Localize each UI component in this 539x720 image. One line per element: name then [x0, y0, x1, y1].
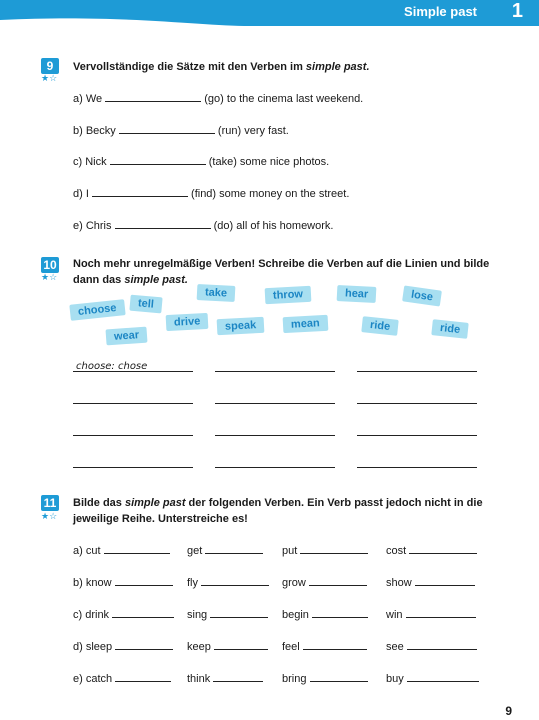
answer-blank[interactable] [119, 123, 215, 134]
verb-bubble-hear: hear [337, 285, 377, 303]
exercise-10-instruction: Noch mehr unregelmäßige Verben! Schreibe die Verben auf die Linien und bilde dann das simple past. [73, 258, 490, 286]
verb-bubble-ride-2: ride [431, 319, 469, 339]
write-line[interactable] [357, 371, 477, 372]
verb-cell: begin [282, 607, 368, 621]
verb-cell: see [386, 639, 477, 653]
write-line[interactable] [215, 371, 335, 372]
write-line[interactable] [73, 435, 193, 436]
answer-blank[interactable] [415, 575, 475, 586]
answer-blank[interactable] [201, 575, 269, 586]
exercise-9-badge: 9 [41, 58, 59, 74]
verb-bubble-throw: throw [265, 286, 312, 304]
header-title: Simple past [404, 4, 477, 19]
exercise-9-instruction: Vervollständige die Sätze mit den Verben im simple past. [73, 61, 370, 73]
answer-blank[interactable] [205, 543, 263, 554]
answer-blank[interactable] [406, 607, 476, 618]
exercise-9-item-d: d) I (find) some money on the street. [73, 188, 350, 200]
verb-cell: c) drink [73, 607, 174, 621]
verb-bubble-take: take [197, 284, 236, 302]
write-line[interactable] [215, 467, 335, 468]
verb-cell: b) know [73, 575, 173, 589]
verb-cell: fly [187, 575, 269, 589]
verb-bubble-ride-1: ride [361, 316, 399, 336]
answer-blank[interactable] [115, 575, 173, 586]
verb-cell: think [187, 671, 263, 685]
write-line[interactable] [215, 435, 335, 436]
verb-cell: win [386, 607, 476, 621]
verb-cell: bring [282, 671, 368, 685]
answer-blank[interactable] [115, 671, 171, 682]
page-header [0, 0, 539, 26]
answer-blank[interactable] [115, 218, 211, 229]
verb-cell: a) cut [73, 543, 170, 557]
answer-blank[interactable] [214, 639, 268, 650]
exercise-9-stars: ★☆ [41, 73, 58, 83]
unit-number: 1 [511, 0, 523, 22]
answer-blank[interactable] [115, 639, 173, 650]
verb-cell: cost [386, 543, 477, 557]
verb-bubble-drive: drive [166, 313, 209, 331]
answer-blank[interactable] [409, 543, 477, 554]
exercise-11-stars: ★☆ [41, 511, 58, 521]
answer-blank[interactable] [105, 91, 201, 102]
answer-blank[interactable] [309, 575, 367, 586]
write-line[interactable] [357, 435, 477, 436]
exercise-10-badge: 10 [41, 257, 59, 273]
verb-cell: d) sleep [73, 639, 173, 653]
answer-blank[interactable] [213, 671, 263, 682]
page-number: 9 [505, 704, 512, 718]
write-line[interactable] [73, 403, 193, 404]
answer-blank[interactable] [92, 186, 188, 197]
write-line[interactable] [215, 403, 335, 404]
answer-blank[interactable] [310, 671, 368, 682]
verb-bubble-lose: lose [402, 285, 442, 306]
verb-bubble-speak: speak [217, 317, 265, 335]
verb-bubble-tell: tell [129, 295, 162, 314]
write-line[interactable] [73, 467, 193, 468]
verb-cell: sing [187, 607, 268, 621]
exercise-9-item-b: b) Becky (run) very fast. [73, 125, 289, 137]
answer-blank[interactable] [104, 543, 170, 554]
verb-cell: show [386, 575, 475, 589]
verb-bubble-choose: choose [69, 299, 125, 321]
verb-bubble-wear: wear [105, 327, 147, 346]
answer-blank[interactable] [312, 607, 368, 618]
verb-cell: keep [187, 639, 268, 653]
answer-blank[interactable] [407, 639, 477, 650]
exercise-9-item-a: a) We (go) to the cinema last weekend. [73, 93, 364, 105]
answer-blank[interactable] [300, 543, 368, 554]
verb-cell: e) catch [73, 671, 171, 685]
exercise-9-item-e: e) Chris (do) all of his homework. [73, 220, 334, 232]
answer-blank[interactable] [110, 154, 206, 165]
verb-cell: feel [282, 639, 367, 653]
exercise-11-badge: 11 [41, 495, 59, 511]
write-line[interactable] [357, 403, 477, 404]
write-line[interactable] [73, 371, 193, 372]
answer-blank[interactable] [112, 607, 174, 618]
exercise-11-instruction: Bilde das simple past der folgenden Verben. Ein Verb passt jedoch nicht in die jeweilige Reihe. Unterstreiche es! [73, 497, 483, 525]
answer-blank[interactable] [210, 607, 268, 618]
exercise-9-item-c: c) Nick (take) some nice photos. [73, 156, 330, 168]
write-line[interactable] [357, 467, 477, 468]
verb-cell: buy [386, 671, 479, 685]
verb-bubble-mean: mean [283, 315, 329, 333]
answer-blank[interactable] [303, 639, 367, 650]
verb-cell: put [282, 543, 368, 557]
verb-cell: get [187, 543, 263, 557]
exercise-10-stars: ★☆ [41, 272, 58, 282]
verb-cell: grow [282, 575, 367, 589]
answer-blank[interactable] [407, 671, 479, 682]
sample-answer: choose: chose [76, 361, 148, 372]
